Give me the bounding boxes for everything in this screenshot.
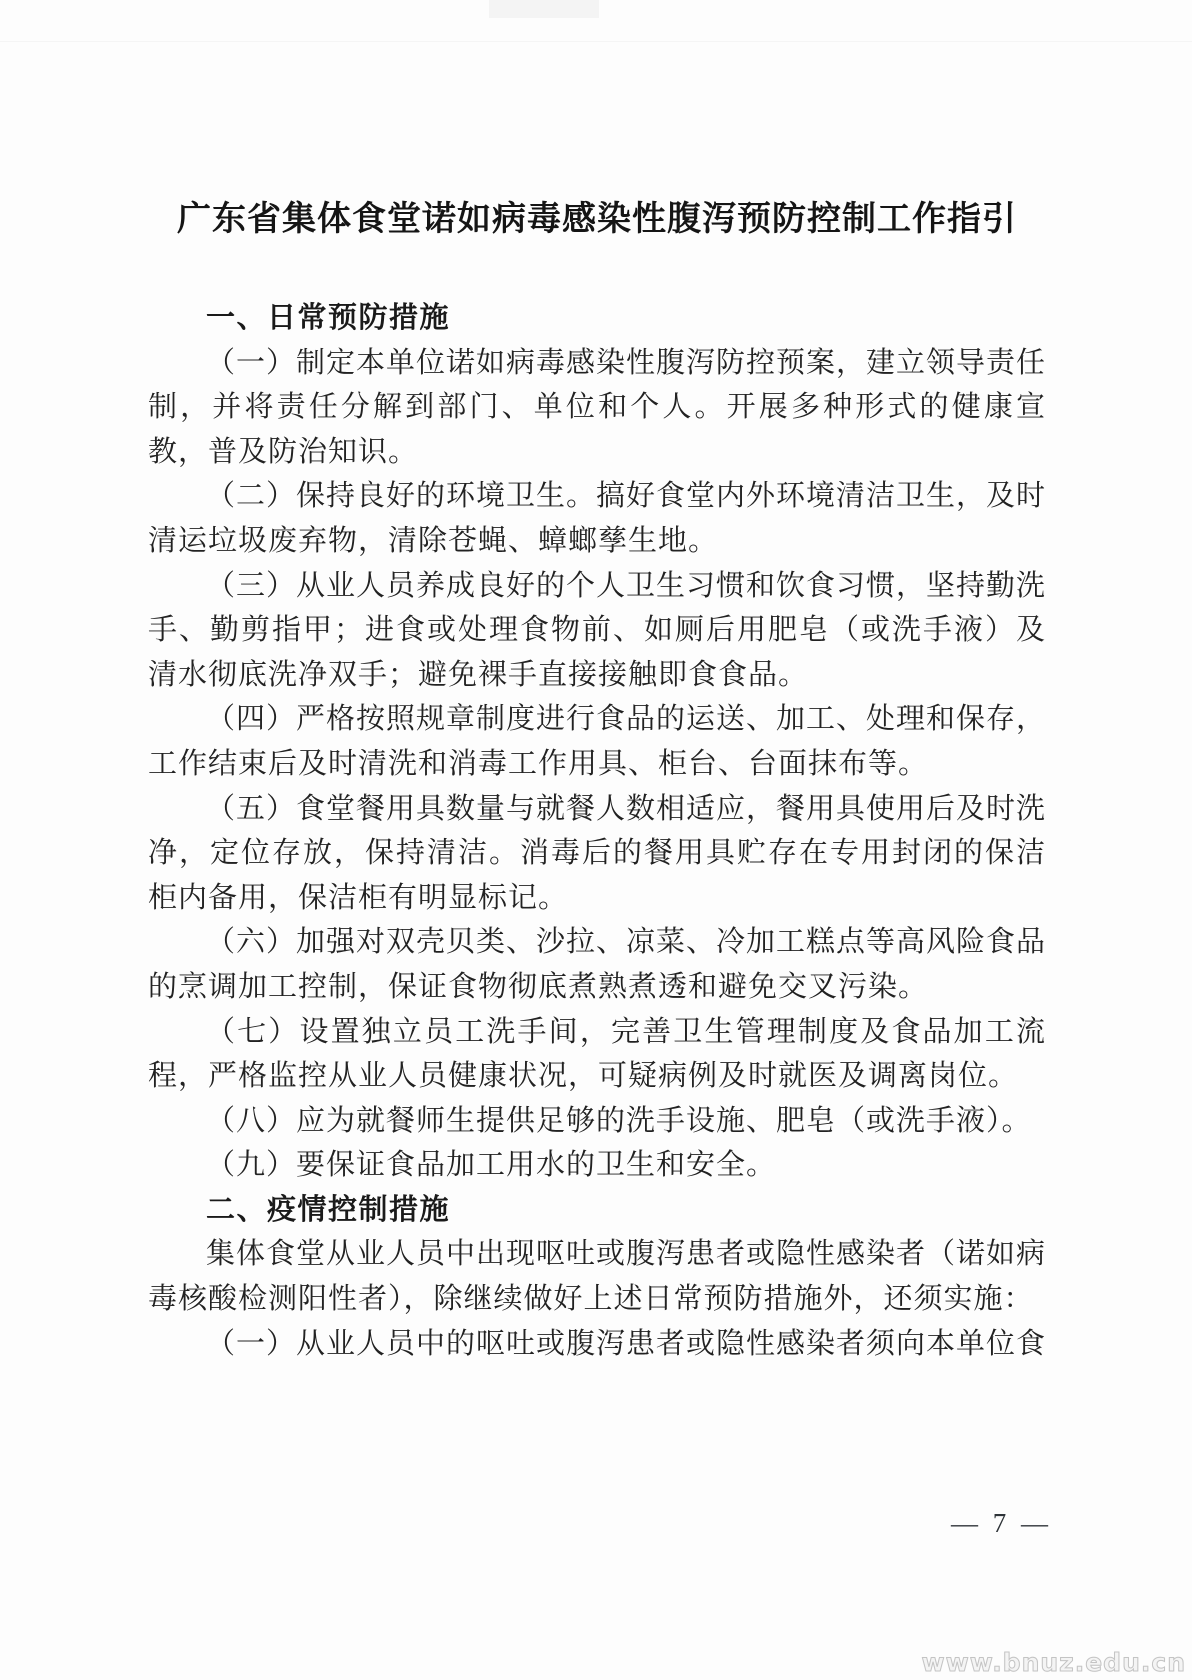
page-title: 广东省集体食堂诺如病毒感染性腹泻预防控制工作指引 — [177, 201, 1017, 238]
paragraph-item-7: （七）设置独立员工洗手间，完善卫生管理制度及食品加工流程，严格监控从业人员健康状况，可疑病例及时就医及调离岗位。 — [148, 1015, 1046, 1093]
paragraph-item-6: （六）加强对双壳贝类、沙拉、凉菜、冷加工糕点等高风险食品的烹调加工控制，保证食物彻底煮熟煮透和避免交叉污染。 — [148, 926, 1047, 1003]
paragraph-item-5: （五）食堂餐用具数量与就餐人数相适应，餐用具使用后及时洗净，定位存放，保持清洁。消毒后的餐用具贮存在专用封闭的保洁柜内备用，保洁柜有明显标记。 — [148, 792, 1047, 914]
watermark: www.bnuz.edu.cn — [921, 1648, 1186, 1677]
paragraph-item-8: （八）应为就餐师生提供足够的洗手设施、肥皂（或洗手液）。 — [206, 1104, 1032, 1137]
section-heading-epidemic-control: 二、疫情控制措施 — [206, 1193, 451, 1226]
document-content — [148, 200, 1046, 1366]
paragraph-item-9: （九）要保证食品加工用水的卫生和安全。 — [206, 1149, 777, 1182]
page-number: — 7 — — [951, 1508, 1052, 1538]
section-heading-daily-prevention: 一、日常预防措施 — [206, 302, 451, 334]
scan-artifact — [489, 0, 599, 18]
section-daily-prevention — [148, 296, 1046, 1188]
paragraph-intro: 集体食堂从业人员中出现呕吐或腹泻患者或隐性感染者（诺如病毒核酸检测阳性者），除继续做好上述日常预防措施外，还须实施： — [148, 1238, 1047, 1316]
paragraph-item-4: （四）严格按照规章制度进行食品的运送、加工、处理和保存，工作结束后及时清洗和消毒工作用具、柜台、台面抹布等。 — [148, 703, 1047, 780]
paragraph-item-continued: （一）从业人员中的呕吐或腹泻患者或隐性感染者须向本单位食 — [206, 1327, 1047, 1360]
paragraph-item-2: （二）保持良好的环境卫生。搞好食堂内外环境清洁卫生，及时清运垃圾废弃物，清除苍蝇、蟑螂孳生地。 — [148, 480, 1047, 557]
paragraph-item-1: （一）制定本单位诺如病毒感染性腹泻防控预案，建立领导责任制，并将责任分解到部门、单位和个人。开展多种形式的健康宣教，普及防治知识。 — [148, 346, 1047, 468]
section-epidemic-control — [148, 1188, 1046, 1366]
paragraph-item-3: （三）从业人员养成良好的个人卫生习惯和饮食习惯，坚持勤洗手、勤剪指甲；进食或处理食物前、如厕后用肥皂（或洗手液）及清水彻底洗净双手；避免裸手直接接触即食食品。 — [148, 569, 1047, 691]
scan-line — [0, 41, 1192, 42]
